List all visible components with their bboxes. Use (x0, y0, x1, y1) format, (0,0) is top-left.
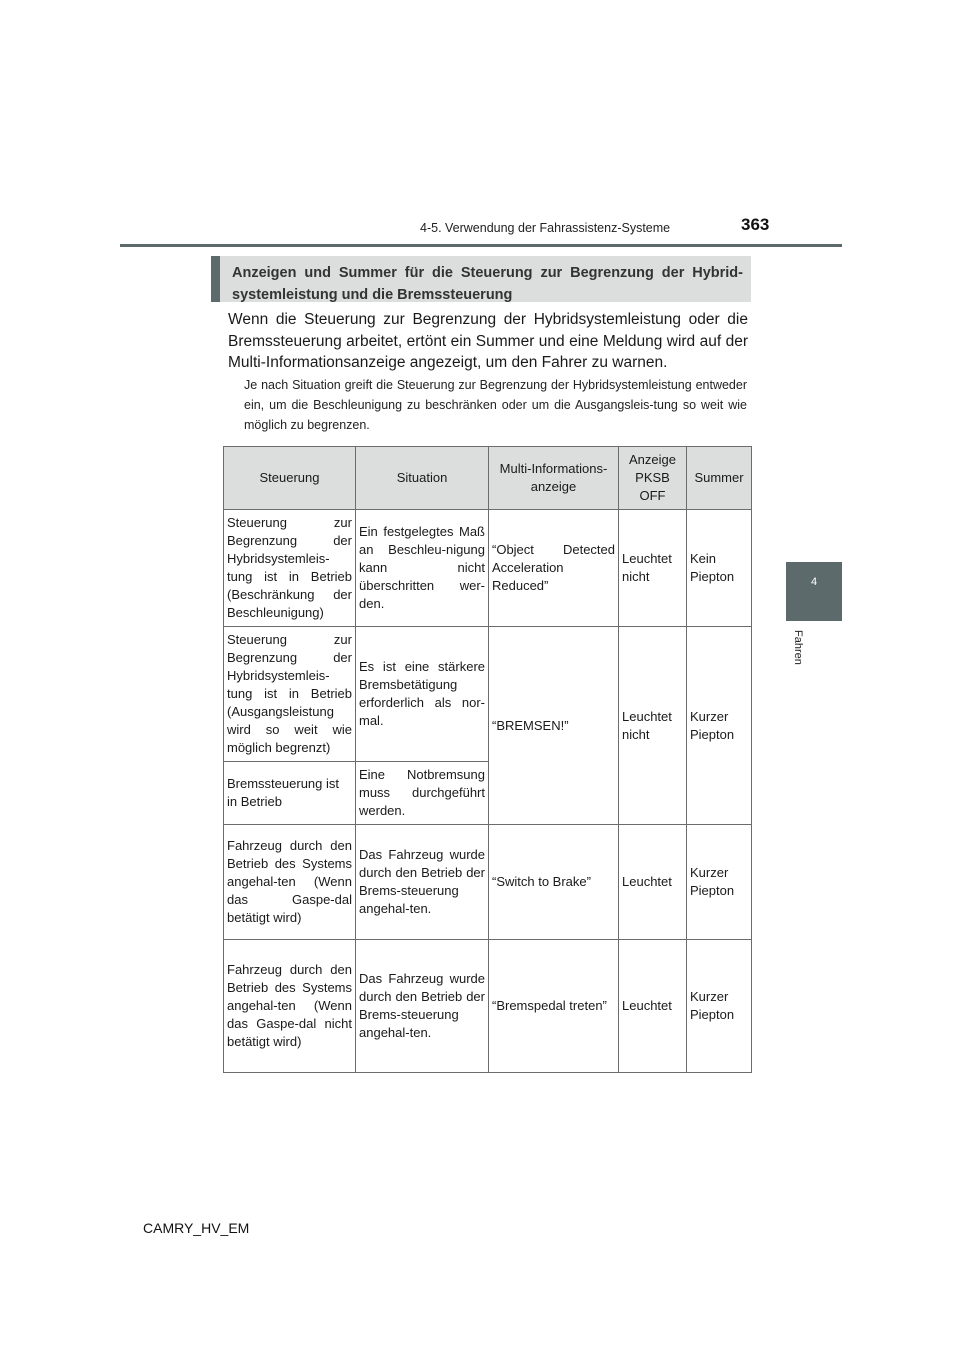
column-header-pksb: Anzeige PKSB OFF (619, 447, 687, 510)
column-header-summer: Summer (687, 447, 752, 510)
header-rule (120, 244, 842, 247)
cell-steuerung: Fahrzeug durch den Betrieb des Systems angehal-ten (Wenn das Gaspe-dal nicht betätigt wird) (224, 940, 356, 1073)
cell-situation: Ein festgelegtes Maß an Beschleu-nigung kann nicht überschritten wer-den. (356, 510, 489, 627)
cell-summer: Kurzer Piepton (687, 627, 752, 825)
intro-paragraph: Wenn die Steuerung zur Begrenzung der Hybridsystemleistung oder die Bremssteuerung arbeitet, ertönt ein Summer und eine Meldung wird auf der Multi-Informationsanzeige angezeigt, um den Fahrer zu warnen. (228, 311, 748, 371)
indicator-table (223, 446, 752, 1073)
cell-summer: Kurzer Piepton (687, 940, 752, 1073)
cell-anzeige: “Object Detected Acceleration Reduced” (489, 510, 619, 627)
cell-pksb: Leuchtet (619, 825, 687, 940)
cell-pksb: Leuchtet nicht (619, 510, 687, 627)
column-header-multi-info: Multi-Informations-anzeige (489, 447, 619, 510)
cell-situation: Das Fahrzeug wurde durch den Betrieb der Brems-steuerung angehal-ten. (356, 825, 489, 940)
cell-anzeige: “BREMSEN!” (489, 627, 619, 825)
note-paragraph: Je nach Situation greift die Steuerung zur Begrenzung der Hybridsystemleistung entweder ein, um die Beschleunigung zu beschränken oder um die Ausgangsleis-tung so weit wie möglich zu begrenzen. (244, 378, 747, 432)
table-row (224, 940, 752, 1073)
cell-situation: Es ist eine stärkere Bremsbetätigung erforderlich als nor-mal. (356, 627, 489, 762)
cell-steuerung: Fahrzeug durch den Betrieb des Systems angehal-ten (Wenn das Gaspe-dal betätigt wird) (224, 825, 356, 940)
table-row (224, 825, 752, 940)
cell-situation: Eine Notbremsung muss durchgeführt werden. (356, 762, 489, 825)
cell-summer: Kein Piepton (687, 510, 752, 627)
running-header: 4-5. Verwendung der Fahrassistenz-Systeme (420, 221, 671, 235)
document-code: CAMRY_HV_EM (143, 1220, 250, 1236)
page-number: 363 (741, 215, 770, 234)
cell-anzeige: “Switch to Brake” (489, 825, 619, 940)
section-heading: Anzeigen und Summer für die Steuerung zur Begrenzung der Hybrid-systemleistung und die Bremssteuerung (211, 256, 751, 302)
cell-steuerung: Steuerung zur Begrenzung der Hybridsystemleis-tung ist in Betrieb (Beschränkung der Beschleunigung) (224, 510, 356, 627)
column-header-situation: Situation (356, 447, 489, 510)
table-header-row (224, 447, 752, 510)
column-header-steuerung: Steuerung (224, 447, 356, 510)
cell-pksb: Leuchtet nicht (619, 627, 687, 825)
chapter-tab (786, 562, 842, 621)
cell-steuerung: Steuerung zur Begrenzung der Hybridsystemleis-tung ist in Betrieb (Ausgangsleistung wird so weit wie möglich begrenzt) (224, 627, 356, 762)
cell-situation: Das Fahrzeug wurde durch den Betrieb der Brems-steuerung angehal-ten. (356, 940, 489, 1073)
cell-anzeige: “Bremspedal treten” (489, 940, 619, 1073)
cell-pksb: Leuchtet (619, 940, 687, 1073)
table-row (224, 510, 752, 627)
cell-summer: Kurzer Piepton (687, 825, 752, 940)
cell-steuerung: Bremssteuerung ist in Betrieb (224, 762, 356, 825)
table-row (224, 627, 752, 762)
chapter-tab-number: 4 (810, 576, 818, 588)
chapter-tab-label: Fahren (792, 630, 804, 665)
